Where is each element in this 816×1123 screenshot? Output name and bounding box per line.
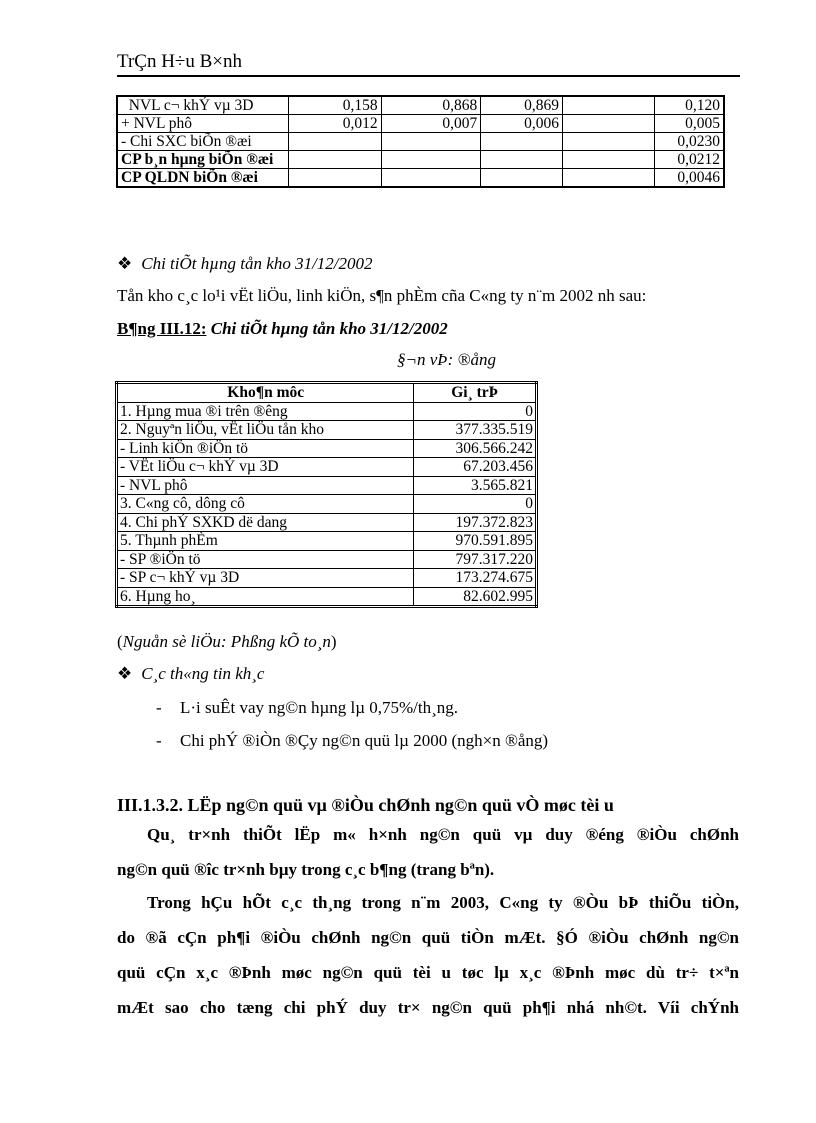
cell-value — [288, 169, 381, 188]
table-row — [117, 550, 537, 569]
dash-bullet: - — [156, 731, 162, 750]
row-value: 0 — [414, 402, 537, 421]
dash-bullet: - — [156, 698, 162, 717]
cell-value — [563, 115, 655, 133]
table-row — [117, 495, 537, 514]
cell-value: 0,868 — [381, 96, 481, 115]
table-row — [117, 439, 537, 458]
list-item — [156, 731, 548, 751]
paragraph-line: quü cÇn x¸c ®Þnh møc ng©n quü tèi u tøc lµ x¸c ®Þnh møc dù tr÷ t×ªn — [117, 963, 739, 982]
cell-value — [563, 133, 655, 151]
source-note — [117, 632, 337, 652]
cell-value: 0,012 — [288, 115, 381, 133]
row-value: 197.372.823 — [414, 513, 537, 532]
table-caption-label: B¶ng III.12: — [117, 319, 207, 338]
table-row — [117, 421, 537, 440]
cell-value: 0,005 — [654, 115, 724, 133]
row-item: - VËt liÖu c¬ khÝ vµ 3D — [117, 458, 414, 477]
cell-value: 0,007 — [381, 115, 481, 133]
source-paren-close: ) — [330, 632, 337, 651]
row-value: 377.335.519 — [414, 421, 537, 440]
source-text: Nguån sè liÖu: Phßng kÕ to¸n — [122, 632, 331, 651]
row-item: - NVL phô — [117, 476, 414, 495]
inventory-intro: Tån kho c¸c lo¹i vËt liÖu, linh kiÖn, s¶n phÈm cña C«ng ty n¨m 2002 nh sau: — [117, 286, 647, 305]
cell-value — [563, 151, 655, 169]
row-item: - SP c¬ khÝ vµ 3D — [117, 569, 414, 588]
bullet-diamond-icon: ❖ — [117, 664, 133, 683]
cell-value — [481, 151, 563, 169]
variable-cost-table — [116, 95, 725, 188]
row-label: CP b¸n hµng biÕn ®æi — [117, 151, 288, 169]
cell-value: 0,869 — [481, 96, 563, 115]
table-row — [117, 96, 724, 115]
paragraph-line: Qu¸ tr×nh thiÕt lËp m« h×nh ng©n quü vµ duy ®éng ®iÒu chØnh — [147, 825, 739, 844]
row-label: NVL c¬ khÝ vµ 3D — [117, 96, 288, 115]
paragraph-line: do ®ã cÇn ph¶i ®iÒu chØnh ng©n quü tiÒn mÆt. §Ó ®iÒu chØnh ng©n — [117, 928, 739, 947]
row-item: 2. Nguyªn liÖu, vËt liÖu tån kho — [117, 421, 414, 440]
table-row — [117, 169, 724, 188]
table-header-row — [117, 383, 537, 403]
cell-value — [481, 169, 563, 188]
row-value: 0 — [414, 495, 537, 514]
table-row — [117, 476, 537, 495]
table-caption — [117, 319, 448, 339]
other-info-heading — [117, 664, 264, 684]
row-value: 67.203.456 — [414, 458, 537, 477]
table-row — [117, 133, 724, 151]
table-row — [117, 115, 724, 133]
paragraph-1 — [117, 825, 739, 880]
row-label: - Chi SXC biÕn ®æi — [117, 133, 288, 151]
cell-value — [563, 169, 655, 188]
list-item-text: L·i suÊt vay ng©n hµng lµ 0,75%/th¸ng. — [180, 698, 459, 717]
cell-value: 0,120 — [654, 96, 724, 115]
cell-value — [481, 133, 563, 151]
section-title: III.1.3.2. LËp ng©n quü vµ ®iÒu chØnh ng©n quü vÒ møc tèi u — [117, 795, 614, 815]
bullet-diamond-icon: ❖ — [117, 254, 133, 273]
other-info-heading-text: C¸c th«ng tin kh¸c — [141, 664, 265, 683]
paragraph-2 — [117, 893, 739, 1018]
table-row — [117, 151, 724, 169]
row-label: + NVL phô — [117, 115, 288, 133]
cell-value — [288, 133, 381, 151]
row-item: 5. Thµnh phÈm — [117, 532, 414, 551]
cell-value: 0,0046 — [654, 169, 724, 188]
inventory-heading — [117, 254, 373, 274]
row-item: 4. Chi phÝ SXKD dë dang — [117, 513, 414, 532]
source-paren-open: ( — [117, 632, 123, 651]
row-value: 797.317.220 — [414, 550, 537, 569]
row-item: 3. C«ng cô, dông cô — [117, 495, 414, 514]
row-item: - Linh kiÖn ®iÖn tö — [117, 439, 414, 458]
cell-value: 0,006 — [481, 115, 563, 133]
cell-value — [381, 133, 481, 151]
row-value: 173.274.675 — [414, 569, 537, 588]
cell-value — [288, 151, 381, 169]
row-item: - SP ®iÖn tö — [117, 550, 414, 569]
cell-value: 0,0212 — [654, 151, 724, 169]
col-header-item: Kho¶n môc — [117, 383, 414, 403]
paragraph-line: Trong hÇu hÕt c¸c th¸ng trong n¨m 2003, C«ng ty ®Òu bÞ thiÕu tiÒn, — [147, 893, 739, 912]
table-caption-title: Chi tiÕt hµng tån kho 31/12/2002 — [206, 319, 448, 338]
col-header-value: Gi¸ trÞ — [414, 383, 537, 403]
table-row — [117, 402, 537, 421]
cell-value: 0,158 — [288, 96, 381, 115]
header-rule — [117, 75, 740, 77]
table-row — [117, 532, 537, 551]
row-label: CP QLDN biÕn ®æi — [117, 169, 288, 188]
paragraph-line: mÆt sao cho tæng chi phÝ duy tr× ng©n quü ph¶i nhá nh©t. Víi chÝnh — [117, 998, 739, 1017]
cell-value — [563, 96, 655, 115]
page-header-author: TrÇn H÷u B×nh — [117, 51, 242, 72]
row-item: 6. Hµng ho¸ — [117, 587, 414, 607]
row-value: 3.565.821 — [414, 476, 537, 495]
table-row — [117, 569, 537, 588]
row-value: 970.591.895 — [414, 532, 537, 551]
table-row — [117, 513, 537, 532]
cell-value — [381, 151, 481, 169]
row-value: 82.602.995 — [414, 587, 537, 607]
list-item — [156, 698, 458, 718]
table-row — [117, 458, 537, 477]
cell-value: 0,0230 — [654, 133, 724, 151]
row-value: 306.566.242 — [414, 439, 537, 458]
table-row — [117, 587, 537, 607]
list-item-text: Chi phÝ ®iÒn ®Çy ng©n quü lµ 2000 (ngh×n ®ång) — [180, 731, 549, 750]
row-item: 1. Hµng mua ®i trên ®êng — [117, 402, 414, 421]
unit-label: §¬n vÞ: ®ång — [397, 350, 496, 369]
inventory-heading-text: Chi tiÕt hµng tån kho 31/12/2002 — [141, 254, 373, 273]
cell-value — [381, 169, 481, 188]
inventory-table — [115, 381, 538, 608]
paragraph-line: ng©n quü ®îc tr×nh bµy trong c¸c b¶ng (trang bªn). — [117, 860, 495, 879]
